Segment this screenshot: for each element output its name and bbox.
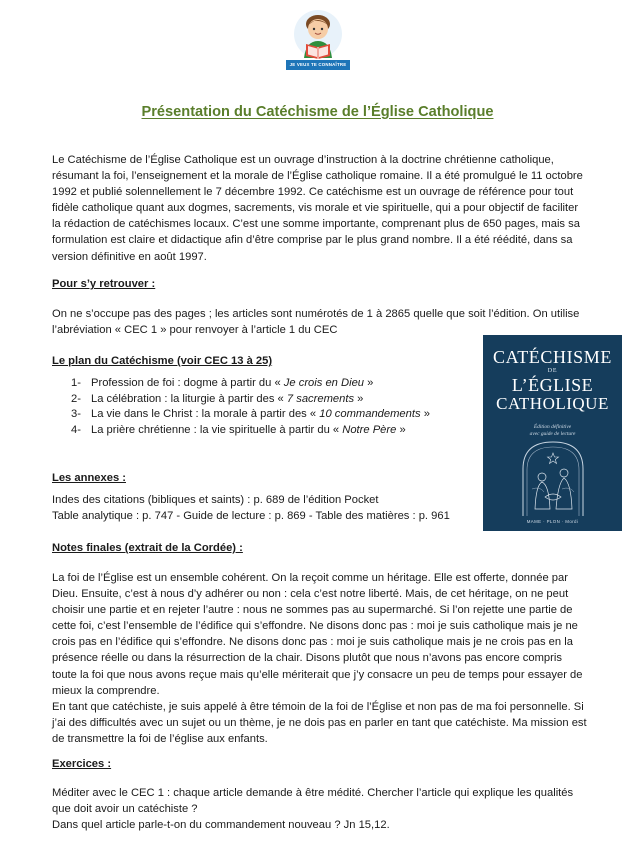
intro-paragraph	[52, 152, 587, 265]
exercices-line: Méditer avec le CEC 1 : chaque article demande à être médité. Chercher l’article qui explique les qualités que doit avoir un catéchiste ?	[52, 787, 574, 816]
notes-body	[52, 570, 587, 747]
plan-item-end: »	[420, 408, 430, 421]
section-plan	[52, 353, 472, 369]
plan-item-emphasis: Notre Père	[342, 423, 397, 436]
plan-item-text: Profession de foi : dogme à partir du «	[91, 377, 284, 389]
plan-item-end: »	[364, 377, 374, 389]
section-notes	[52, 540, 587, 556]
plan-item-number: 2-	[71, 392, 81, 405]
section-annexes	[52, 470, 472, 486]
logo-text: JE VEUX TE CONNAÎTRE	[286, 60, 350, 70]
notes-heading: Notes finales (extrait de la Cordée) :	[52, 542, 243, 554]
intro-text: Le Catéchisme de l’Église Catholique est un ouvrage d’instruction à la doctrine chrétienne catholique, résumant la foi, l’enseignement et la morale de l’Église catholique romaine. Il a été promulgué le 11 octobre 1992 et publié solennellement le 7 décembre 1992. Ce catéchisme est un ouvrage de référence pour tout fidèle catholique quant aux dogmes, sacrements, vis morale et vie spirituelle, qui a pour objectif de faciliter la rédaction de catéchismes locaux. C’est une somme importante, comprenant plus de 650 pages, mais sa formulation est claire et didactique afin d’être comprise par le plus grand nombre. Il a été réédité, dans sa version définitive en août 1997.	[52, 154, 583, 263]
annexes-line: Table analytique : p. 747 - Guide de lecture : p. 869 - Table des matières : p. 961	[52, 510, 450, 523]
book-cover	[483, 335, 622, 531]
plan-item	[52, 407, 472, 423]
notes-paragraph: La foi de l’Église est un ensemble cohérent. On la reçoit comme un héritage. Elle est offerte, donnée par Dieu. Ensuite, c’est à nous d’y adhérer ou non : cela c’est notre liberté. Mais, de cet héritage, on ne peut choisir une partie et en rejeter l’autre : nous ne sommes pas au supermarché. Si l’on rejette une partie de cette foi, c’est l’ensemble de l’édifice qui s’effondre. Ne disons donc pas : moi je suis catholique mais je ne crois pas en l’édifice qui s’effondre. Ne disons donc pas : moi je suis catholique mais je ne crois pas en la présence réelle ou dans la résurrection de la chair. Disons plutôt que nous n’avons pas encore compris toute la foi que nous avons reçue mais qu’elle mériterait que j’y consacre un peu de temps pour essayer de mieux la comprendre.	[52, 572, 583, 697]
cover-title-line: CATHOLIQUE	[496, 394, 609, 413]
cover-title-line: L’ÉGLISE	[511, 375, 594, 395]
section-exercices	[52, 756, 587, 772]
plan-item-end: »	[396, 423, 406, 436]
retrouver-body	[52, 306, 587, 338]
annexes-line: Indes des citations (bibliques et saints) : p. 689 de l’édition Pocket	[52, 494, 379, 506]
plan-item-number: 3-	[71, 408, 81, 421]
plan-heading: Le plan du Catéchisme (voir CEC 13 à 25)	[52, 355, 273, 367]
cover-subtitle: avec guide de lecture	[529, 431, 576, 437]
notes-paragraph: En tant que catéchiste, je suis appelé à être témoin de la foi de l’Église et non pas de ma foi personnelle. Si j’ai des difficultés avec un sujet ou un thème, je ne dois pas en parler en tant que catéchiste. Ma mission est de transmettre la foi de l’église aux enfants.	[52, 700, 587, 745]
cover-subtitle: Édition définitive	[533, 424, 572, 430]
plan-item-text: La prière chrétienne : la vie spirituelle à partir du «	[91, 423, 343, 436]
section-retrouver	[52, 276, 587, 292]
plan-item	[52, 376, 472, 392]
cover-publisher: MAME · PLON · Mordi	[526, 519, 579, 524]
annexes-heading: Les annexes :	[52, 472, 126, 484]
plan-item-end: »	[354, 392, 364, 405]
exercices-body	[52, 785, 587, 833]
exercices-line: Dans quel article parle-t-on du commandement nouveau ? Jn 15,12.	[52, 819, 390, 832]
plan-list	[52, 376, 472, 438]
logo	[286, 8, 350, 72]
page-title: Présentation du Catéchisme de l’Église Catholique	[141, 104, 494, 120]
cover-title-line: CATÉCHISME	[492, 347, 612, 367]
plan-item-number: 1-	[71, 377, 81, 389]
retrouver-heading: Pour s’y retrouver :	[52, 278, 156, 290]
nativity-arch-icon	[520, 439, 586, 517]
cover-title-line: DE	[547, 368, 558, 374]
plan-item	[52, 392, 472, 408]
plan-item-emphasis: Je crois en Dieu	[283, 377, 365, 389]
plan-item-number: 4-	[71, 423, 81, 436]
plan-list-wrap	[52, 376, 472, 438]
retrouver-text: On ne s’occupe pas des pages ; les articles sont numérotés de 1 à 2865 quelle que soit l’édition. On utilise l’abréviation « CEC 1 » pour renvoyer à l’article 1 du CEC	[52, 308, 580, 337]
plan-item-text: La célébration : la liturgie à partir des «	[91, 392, 287, 405]
exercices-heading: Exercices :	[52, 758, 112, 770]
annexes-body	[52, 492, 477, 524]
plan-item-emphasis: 7 sacrements	[286, 392, 355, 405]
plan-item	[52, 423, 472, 439]
plan-item-text: La vie dans le Christ : la morale à partir des «	[91, 408, 320, 421]
plan-item-emphasis: 10 commandements	[319, 408, 421, 421]
child-reading-book-icon	[286, 8, 350, 62]
